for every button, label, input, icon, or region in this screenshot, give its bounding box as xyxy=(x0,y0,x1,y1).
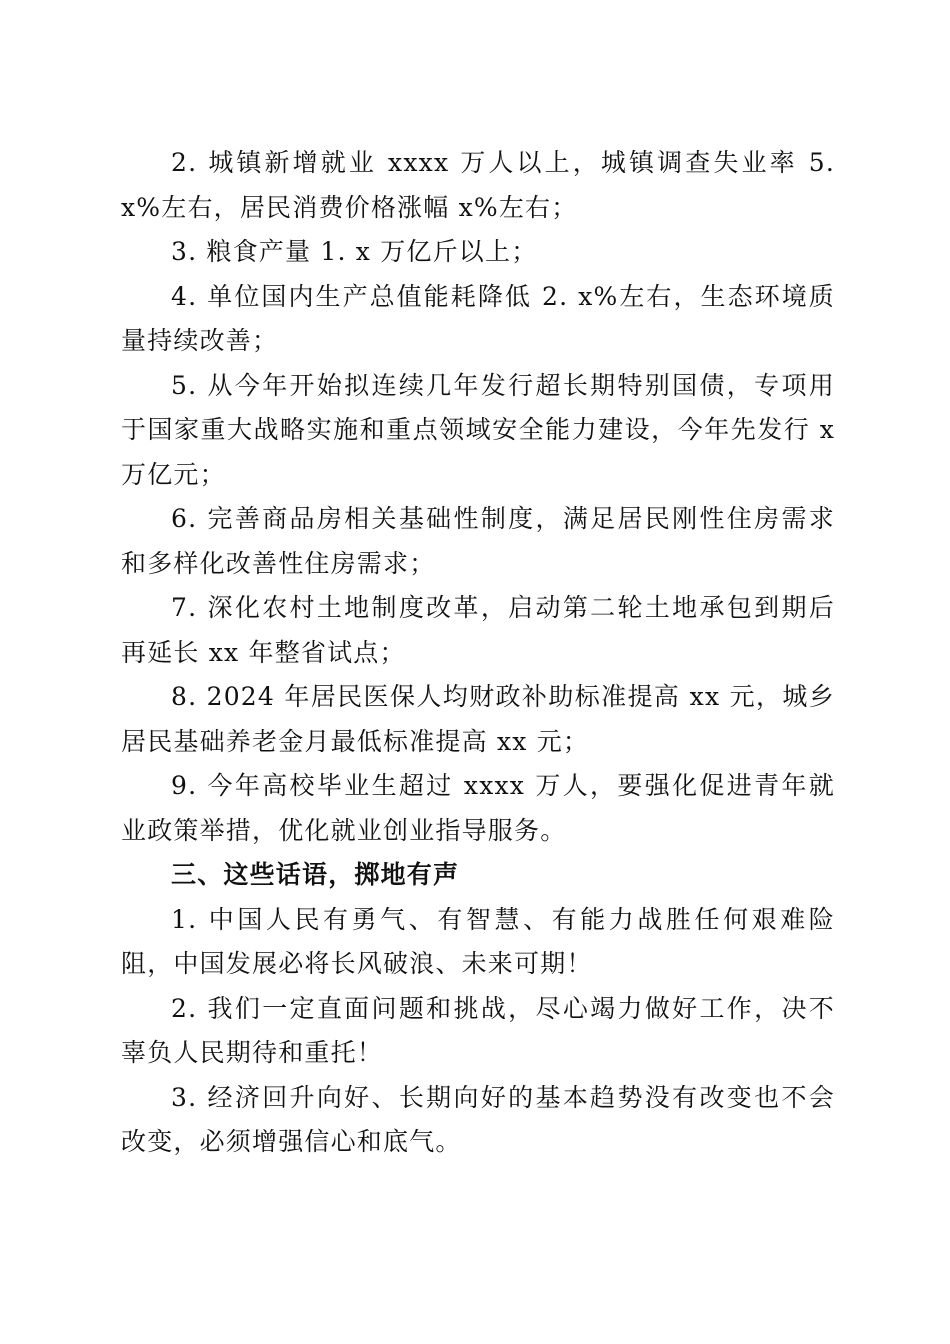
paragraph-item-5: 5. 从今年开始拟连续几年发行超长期特别国债，专项用于国家重大战略实施和重点领域安全能力建设，今年先发行 x 万亿元； xyxy=(121,370,835,489)
document-body xyxy=(121,141,835,1165)
section-heading-3: 三、这些话语，掷地有声 xyxy=(171,860,460,889)
quote-item-2: 2. 我们一定直面问题和挑战，尽心竭力做好工作，决不辜负人民期待和重托！ xyxy=(121,993,835,1067)
paragraph-item-6: 6. 完善商品房相关基础性制度，满足居民刚性住房需求和多样化改善性住房需求； xyxy=(121,504,835,578)
paragraph-item-3: 3. 粮食产量 1. x 万亿斤以上； xyxy=(171,237,538,266)
paragraph-item-7: 7. 深化农村土地制度改革，启动第二轮土地承包到期后再延长 xx 年整省试点； xyxy=(121,593,835,667)
paragraph-item-8: 8. 2024 年居民医保人均财政补助标准提高 xx 元，城乡居民基础养老金月最低标准提高 xx 元； xyxy=(121,682,835,756)
quote-item-1: 1. 中国人民有勇气、有智慧、有能力战胜任何艰难险阻，中国发展必将长风破浪、未来可期！ xyxy=(121,904,835,978)
paragraph-item-2: 2. 城镇新增就业 xxxx 万人以上，城镇调查失业率 5. x%左右，居民消费价格涨幅 x%左右； xyxy=(121,148,835,222)
quote-item-3: 3. 经济回升向好、长期向好的基本趋势没有改变也不会改变，必须增强信心和底气。 xyxy=(121,1082,835,1156)
paragraph-item-9: 9. 今年高校毕业生超过 xxxx 万人，要强化促进青年就业政策举措，优化就业创业指导服务。 xyxy=(121,771,835,845)
paragraph-item-4: 4. 单位国内生产总值能耗降低 2. x%左右，生态环境质量持续改善； xyxy=(121,281,835,355)
